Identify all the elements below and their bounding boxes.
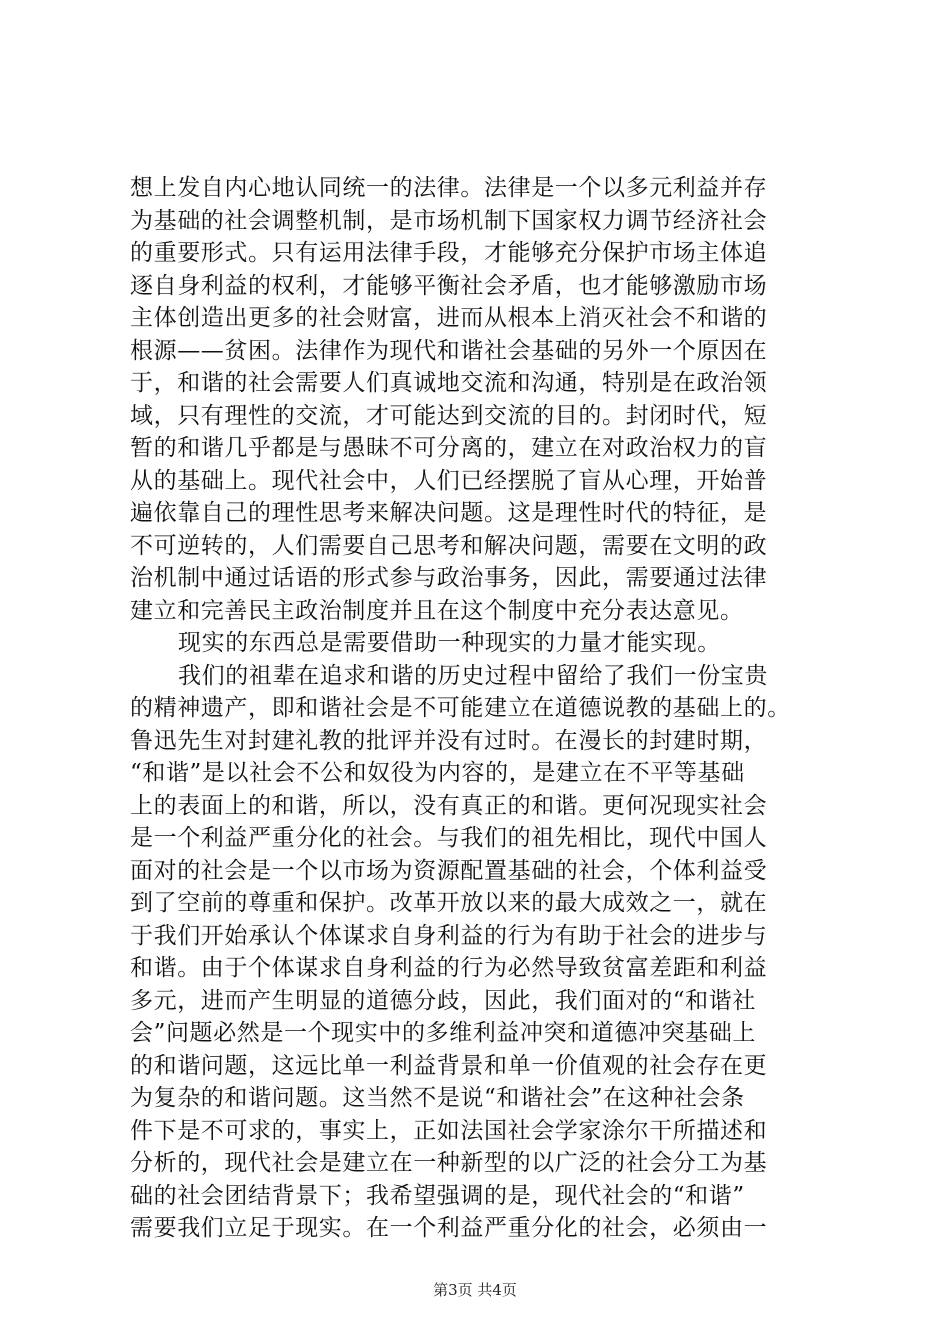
paragraph bbox=[130, 660, 850, 1245]
text-line: 上的表面上的和谐，所以，没有真正的和谐。更何况现实社会 bbox=[130, 792, 768, 819]
text-line: 是一个利益严重分化的社会。与我们的祖先相比，现代中国人 bbox=[130, 825, 768, 851]
paragraph bbox=[130, 172, 850, 627]
text-line: 的精神遗产，即和谐社会是不可能建立在道德说教的基础上的。 bbox=[130, 695, 791, 721]
text-line: 多元，进而产生明显的道德分歧，因此，我们面对的“和谐社 bbox=[130, 987, 756, 1014]
text-line: 础的社会团结背景下；我希望强调的是，现代社会的“和谐” bbox=[130, 1182, 745, 1209]
text-line: 的重要形式。只有运用法律手段，才能够充分保护市场主体追 bbox=[130, 240, 768, 266]
text-line: 治机制中通过话语的形式参与政治事务，因此，需要通过法律 bbox=[130, 565, 768, 591]
text-line: 域，只有理性的交流，才可能达到交流的目的。封闭时代，短 bbox=[130, 402, 768, 429]
text-line: 分析的，现代社会是建立在一种新型的以广泛的社会分工为基 bbox=[130, 1150, 768, 1176]
text-line: 我们的祖辈在追求和谐的历史过程中留给了我们一份宝贵 bbox=[178, 662, 768, 689]
text-line: 从的基础上。现代社会中，人们已经摆脱了盲从心理，开始普 bbox=[130, 467, 768, 494]
text-line: 鲁迅先生对封建礼教的批评并没有过时。在漫长的封建时期， bbox=[130, 727, 768, 754]
text-line: 面对的社会是一个以市场为资源配置基础的社会，个体利益受 bbox=[130, 857, 768, 884]
text-line: 为基础的社会调整机制，是市场机制下国家权力调节经济社会 bbox=[130, 207, 768, 234]
text-line: 的和谐问题，这远比单一利益背景和单一价值观的社会存在更 bbox=[130, 1052, 768, 1079]
text-line: 建立和完善民主政治制度并且在这个制度中充分表达意见。 bbox=[130, 597, 744, 624]
page-footer: 第3页 共4页 bbox=[433, 1281, 517, 1299]
text-line: 现实的东西总是需要借助一种现实的力量才能实现。 bbox=[178, 630, 721, 656]
text-line: 会”问题必然是一个现实中的多维利益冲突和道德冲突基础上 bbox=[130, 1020, 756, 1046]
text-line: “和谐”是以社会不公和奴役为内容的，是建立在不平等基础 bbox=[130, 760, 745, 786]
text-line: 主体创造出更多的社会财富，进而从根本上消灭社会不和谐的 bbox=[130, 305, 768, 331]
text-line: 根源——贫困。法律作为现代和谐社会基础的另外一个原因在 bbox=[130, 337, 768, 364]
text-line: 想上发自内心地认同统一的法律。法律是一个以多元利益并存 bbox=[130, 175, 768, 201]
text-line: 暂的和谐几乎都是与愚昧不可分离的，建立在对政治权力的盲 bbox=[130, 435, 768, 461]
text-line: 和谐。由于个体谋求自身利益的行为必然导致贫富差距和利益 bbox=[130, 955, 768, 981]
text-line: 遍依靠自己的理性思考来解决问题。这是理性时代的特征，是 bbox=[130, 500, 768, 526]
text-line: 为复杂的和谐问题。这当然不是说“和谐社会”在这种社会条 bbox=[130, 1085, 745, 1111]
text-line: 逐自身利益的权利，才能够平衡社会矛盾，也才能够激励市场 bbox=[130, 272, 768, 299]
text-line: 于，和谐的社会需要人们真诚地交流和沟通，特别是在政治领 bbox=[130, 370, 768, 396]
text-line: 需要我们立足于现实。在一个利益严重分化的社会，必须由一 bbox=[130, 1215, 768, 1241]
paragraph bbox=[130, 627, 850, 660]
body-text bbox=[130, 172, 850, 1245]
text-line: 不可逆转的，人们需要自己思考和解决问题，需要在文明的政 bbox=[130, 532, 768, 559]
text-line: 件下是不可求的，事实上，正如法国社会学家涂尔干所描述和 bbox=[130, 1117, 768, 1144]
text-line: 于我们开始承认个体谋求自身利益的行为有助于社会的进步与 bbox=[130, 922, 768, 949]
text-line: 到了空前的尊重和保护。改革开放以来的最大成效之一，就在 bbox=[130, 890, 768, 916]
